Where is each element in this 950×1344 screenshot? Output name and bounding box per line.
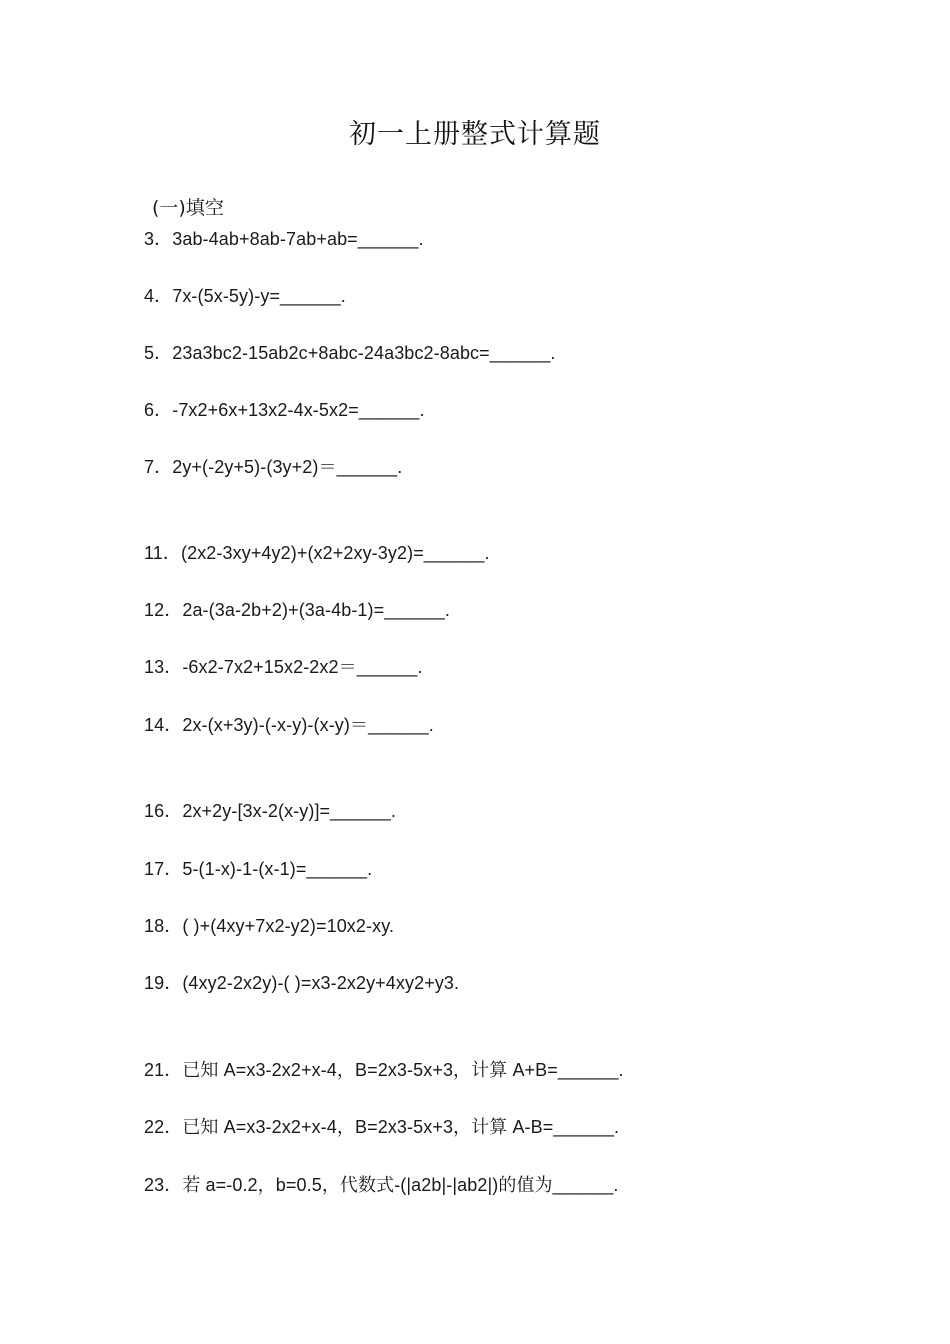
question-item — [144, 797, 396, 823]
question-text: (4xy2-2x2y)-( )=x3-2x2y+4xy2+y3. — [182, 973, 460, 993]
question-text: 23a3bc2-15ab2c+8abc-24a3bc2-8abc=______. — [172, 343, 556, 363]
question-text: 已知 A=x3-2x2+x-4，B=2x3-5x+3，计算 A-B=______. — [182, 1117, 620, 1137]
question-number: 5． — [144, 343, 173, 363]
question-item — [144, 396, 425, 422]
question-text: 2y+(-2y+5)-(3y+2)＝______. — [172, 457, 403, 477]
question-item — [144, 539, 490, 565]
question-item — [144, 912, 394, 938]
question-text: 2x+2y-[3x-2(x-y)]=______. — [182, 801, 396, 821]
question-item — [144, 855, 372, 881]
question-text: 3ab-4ab+8ab-7ab+ab=______. — [172, 229, 424, 249]
question-item — [144, 339, 556, 365]
question-item — [144, 453, 402, 479]
question-text: 7x-(5x-5y)-y=______. — [172, 286, 346, 306]
question-text: ( )+(4xy+7x2-y2)=10x2-xy. — [182, 916, 395, 936]
question-item — [144, 711, 434, 737]
question-item — [144, 1171, 618, 1197]
question-number: 4． — [144, 286, 173, 306]
question-number: 19． — [144, 973, 183, 993]
question-number: 14． — [144, 715, 183, 735]
question-number: 17． — [144, 859, 183, 879]
question-text: -7x2+6x+13x2-4x-5x2=______. — [172, 400, 425, 420]
question-item — [144, 969, 459, 995]
question-text: 5-(1-x)-1-(x-1)=______. — [182, 859, 373, 879]
question-item — [144, 282, 346, 308]
question-item — [144, 225, 424, 251]
question-number: 23． — [144, 1175, 183, 1195]
question-text: 2a-(3a-2b+2)+(3a-4b-1)=______. — [182, 600, 451, 620]
question-number: 18． — [144, 916, 183, 936]
question-number: 16． — [144, 801, 183, 821]
question-number: 13． — [144, 657, 183, 677]
section-heading: (一)填空 — [152, 197, 224, 219]
page-title: 初一上册整式计算题 — [349, 119, 601, 150]
question-text: -6x2-7x2+15x2-2x2＝______. — [182, 657, 423, 677]
question-text: 已知 A=x3-2x2+x-4，B=2x3-5x+3，计算 A+B=______. — [182, 1060, 624, 1080]
question-item — [144, 596, 450, 622]
question-text: (2x2-3xy+4y2)+(x2+2xy-3y2)=______. — [181, 543, 490, 563]
question-number: 6． — [144, 400, 173, 420]
question-text: 若 a=-0.2，b=0.5，代数式-(|a2b|-|ab2|)的值为______. — [182, 1175, 619, 1195]
question-text: 2x-(x+3y)-(-x-y)-(x-y)＝______. — [182, 715, 434, 735]
question-item — [144, 653, 422, 679]
question-item — [144, 1056, 624, 1082]
question-number: 22． — [144, 1117, 183, 1137]
question-item — [144, 1113, 619, 1139]
question-number: 3． — [144, 229, 173, 249]
question-number: 21． — [144, 1060, 183, 1080]
question-number: 7． — [144, 457, 173, 477]
question-number: 12． — [144, 600, 183, 620]
question-number: 11． — [144, 543, 181, 563]
